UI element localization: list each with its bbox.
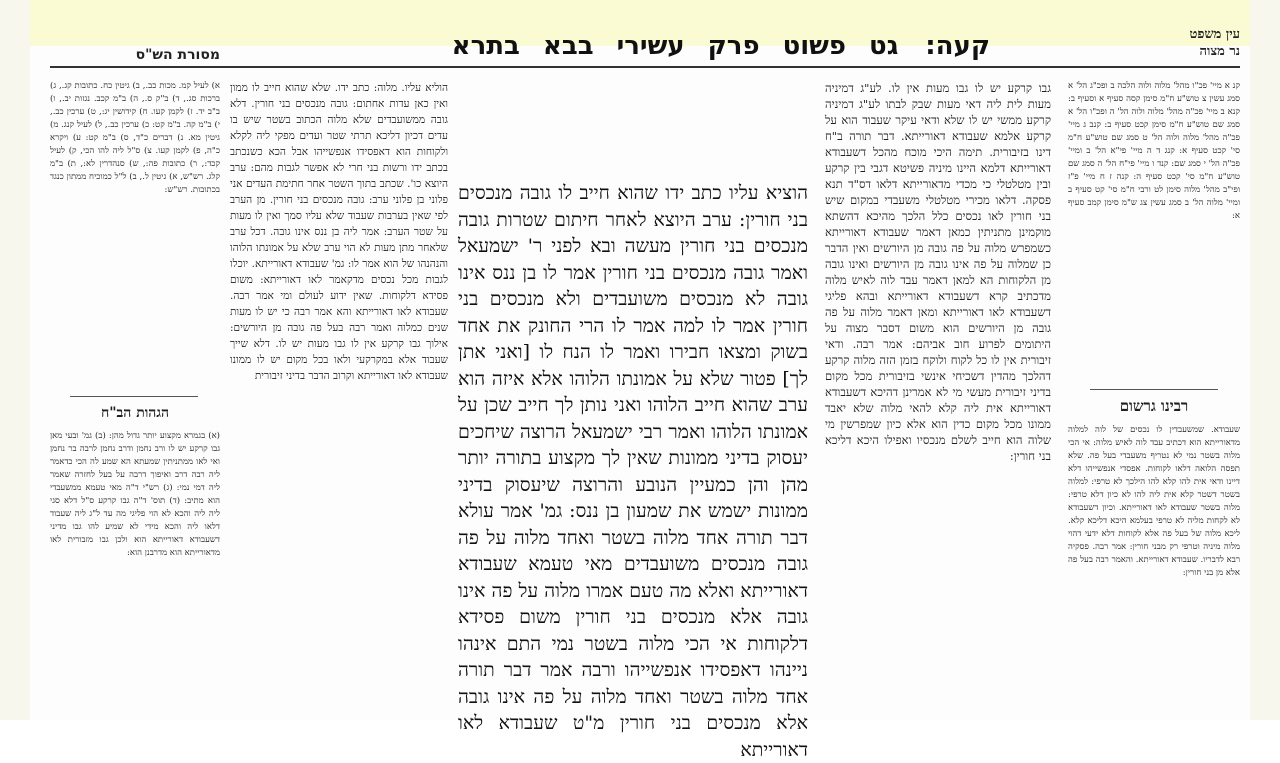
rabbenu-gershom-title: רבינו גרשום: [1119, 397, 1189, 415]
rabbenu-gershom-column: שעבודא. שמשעבדין לו נכסים של לוה למלוה מדאורייתא הוא דכתיב עבד לוה לאיש מלוה: אי הכי מלוה בשטר נמי לא נטריף משעבדי בעל פה. שלא תפסה הלואה דלאו לקוחות. אפסדי אנפשייהו דלא דיינו ודאי אית להו קלא להו הילכך לא טרפי: למלוה בשטר דשטר קלא אית ליה להו לא כיון דלא טרפי: מלוה בשטר שעבודא לאו דאורייתא. וכיון דשעבודא לא לקחות מליה לא טרפי בעלמא היכא דליכא קלא. ליכא מלוה של בעל פה אלא לקוחות דלא ידעי דהוי מלוה מיניה וטרפי רק מבני חורין: אמר רבה. פסקיה רבא לדבריו. שעבודא דאורייתא. והאמר רבה בעל פה אלא מן בני חורין:: [1068, 425, 1240, 578]
ein-mishpat-column: קנ א מיי' פכ"ו מהל' מלוה ולוה הלכה ב ופכ"ג הל' א סמג עשין צ טוש"ע ח"מ סימן קסה סעיף א וסעיף ב: קנא ב מיי' פכ"ה מהל' מלוה ולוה הל' ה ופכ"ו הל' א סמג שם טוש"ע ח"מ סימן קכט סעיף ב: קנב ג מיי' פכ"ה מהל' מלוה ולוה הל' ט סמג שם טוש"ע ח"מ סי' קכט סעיף א: קנג ד ה מיי' פי"א הל' ב ומיי' פכ"ה הל' י סמג שם: קנד ו מיי' פי"ח הל' ה סמג שם טוש"ע ח"מ סי' קכט סעיף ה: קנה ז ח מיי' פ"ז ופי"ב מהל' מלוה סימן לט ורבי ח"מ סי' קט סעיף ב ומיי' מלוה הל' ב סמג עשין צג ש"מ סימן קמב סעיף א:: [1068, 81, 1240, 221]
masoret-hashas-column: א) לעיל קמ. מכות כב., ב) גיטין כח. כתובות קג., ג) ברכות סג., ד) ב"ק ס., ה) ב"מ קכב. נגזות יב., ו) ב"ב יד. ז) לקמן קעו. ח) קידושין יג:, ט) ערכין כב., י) ב"מ קה. ב"מ קט: כ) ערכין כב., ל) לעיל קנג. מ) גיטין מא. נ) דברים כ"ד, ס) ב"מ קט: ע) ויקרא כ"ה, פ) לקמן קעו. צ) ס"ל ליה להו הכי, ק) לעיל קכד:, ר) כתובות פה:, ש) סנהדרין לא:, ת) ב"מ קלג. רש"ש, א) גיטין ל., ב) ל"ל כמוכיח ממתון כנגד בכתובות. רש"ש:: [50, 81, 220, 195]
hagahot-habach-title: הגהות הב"ח: [100, 405, 170, 421]
hagahot-separator: [70, 396, 198, 397]
right-margin-rail: [1250, 0, 1280, 720]
left-margin-rail: [0, 0, 30, 720]
gemara-main-text: הוציא עליו כתב ידו שהוא חייב לו גובה מנכסים בני חורין: ערב היוצא לאחר חיתום שטרות גובה מנכסים בני חורין מעשה ובא לפני ר' ישמעאל ואמר גובה מנכסים בני חורין אמר לו בן ננס אינו גובה לא מנכסים משועבדים ולא מנכסים בני חורין אמר לו למה אמר לו הרי החונק את אחד בשוק ומצאו חבירו ואמר לו הנח לו [ואני אתן לך] פטור שלא על אמונתו הלוהו אלא איזה הוא ערב שהוא חייב הלוהו ואני נותן לך חייב שכן על אמונתו הלוהו ואמר רבי ישמעאל הרוצה שיחכים יעסוק בדיני ממונות שאין לך מקצוע בתורה יותר מהן והן כמעיין הנובע והרוצה שיעסוק בדיני ממונות ישמש את שמעון בן ננס: גמ' אמר עולא דבר תורה אחד מלוה בשטר ואחד מלוה על פה גובה מנכסים משועבדים מאי טעמא שעבודא דאורייתא ואלא מה טעם אמרו מלוה על פה אינו גובה אלא מנכסים בני חורין משום פסידא דלקוחות אי הכי מלוה בשטר נמי התם אינהו ניינהו דאפסידו אנפשייהו ורבה אמר דבר תורה אחד מלוה בשטר ואחד מלוה על פה אינו גובה אלא מנכסים בני חורין מ"ט שעבודא לאו דאורייתא: [458, 182, 808, 761]
tosafot-commentary-column: הוליא עליו. מלוה: כתב ידו. שלא שהוא חייב לו ממון ואין כאן עדות אחתום: גובה מנכסים בני חורין. דלא גובה ממשועבדים שלא מלוה הכתוב בשטר שיש בו עדים דכיון דליכא תרתי שטר ועדים מפקי ליה לקלא ולקוחות הוא דאפסידו אנפשייהו אבל הכא כשנכתב בכתב ידו ורשות בני חרי לא אפשר לגבות מהם: ערב היוצא כו'. שכתב בתוך השטר אחר חתימת העדים אני פלוני בן פלוני ערב: גובה מנכסים בני חורין. מן הערב לפי שאין בערבות שעבוד שלא עליו סמך ואין לו מעות על שטר הערב: אמר ליה בן ננס אינו גובה. דכל ערב שלאחר מתן מעות לא הוי ערב שלא על אמונתו הלוהו והנהנהו של הוא אמר לו: גמ' שעבודא דאורייתא. יוכלו לגבות מכל נכסים מדקאמר לאו דאורייתא: משום פסידא דלקוחות. שאין ידוע לעולם ומי אמר רבה. שעבודא לאו דאורייתא והא אמר רבה כי יש לו מעות שנים כמלוה ואמר רבה בעל פה גובה מן היורשים: אילוך גבו קרקע אין לו גבו מעות יש לו. דלא שייך שעבוד אלא במקרקעי ולאו בכל מקום יש לו ממונו שעבודא לאו דאורייתא וקרוב הדבר בדיני זיבורית: [230, 82, 448, 382]
masoret-hashas-heading: מסורת הש"ס: [135, 47, 220, 63]
header-rule: [50, 66, 1240, 68]
ein-mishpat-heading: עין משפט נר מצוה: [1189, 27, 1240, 59]
rabbenu-separator: [1090, 389, 1218, 390]
page-title: גט פשוט פרק עשירי בבא בתרא: [451, 31, 899, 61]
folio-number: קעה:: [925, 31, 990, 61]
talmud-page: [30, 0, 1250, 761]
rashbam-commentary-column: גבו קרקע יש לו גבו מעות אין לו. לע"ג דמיניה מעות לית ליה דאי מעות שבק לבתו לע"ג דמיניה קרקע ממשי יש לו שלא ודאי עיקר שעבוד הוא על קרקע אלמא שעבודא דאורייתא. דבר תורה ב"ח דינו בזיבורית. תימה היכי מוכח מהכל דשעבודא דאורייתא דלמא היינו מיניה פשיטא דגבי בין קרקע ובין מטלטלי כי מכדי מדאורייתא דלאו דס"ד תנא פסקה. דלאו מכירי מטלטלי משעבדי במקום שיש בני חורין לאו נכסים כלל הלכך מהיכא דהשתא מוקמינן מתניתין כמאן דאמר שעבודא דאורייתא כשמפרש מלוה על פה גובה מן היורשים ואין הדבר כן שמלוה על פה אינו גובה מן היורשים ואינו גובה מן הלקוחות הא למאן דאמר עבד לוה לאיש מלוה מדכתיב קרא דשעבודא דאורייתא ובהא פליגי דשעבודא לאו דאורייתא ומאן דאמר מלוה על פה גובה מן היורשים הוא משום דסבר מצוה על היתומים לפרוע חוב אביהם: אמר רבה. ודאי זיבורית אין לו כל לקוח ולוקח בזמן הזה מלוה קרקע דהלכך מהדין דשכיחי אינשי בזיבורית מכל מקום בדיני זיבורית מעשי מי לא אמרינן דהיכא דשעבודא דאורייתא אית ליה קלא להאי מלוה שלא יאבד ממונו מכל מקום כדין הוא אלא כיון שמפרשין מי שלוה הוא חייב לשלם מנכסיו ואפילו היכא דליכא בני חורין:: [825, 81, 1051, 463]
hagahot-habach-column: (א) בגמרא מקצוע יותר גדול מהן: (ב) גמ' ובעי מאן גבו קרקע יש לו ורב נחמן ודרב נחמן לרבה בר נחמן ואי לאו ממתניתין שמעתא הא שמע לה הכי כדאמר ליה רבה דרב ואיפוך דרבה על בעל לחזרה שאמר ליה דמי נמי: (ג) רש"י ד"ה מאי טעמא ממשעבדי הוא מתיב: (ד) תוס' ד"ה גבו קרקע ס"ל דלא סגי ליה ליה והכא לא הוי פליגי מה עד ל"ג ליה שעבוד דלאו ליה והכא מידי לא שמיע להו גבו מדיני דשעבודא דאורייתא הוא ולכן גבו מזבורית לאו מדאורייתא הוא מדרבנן הוא:: [50, 431, 220, 558]
